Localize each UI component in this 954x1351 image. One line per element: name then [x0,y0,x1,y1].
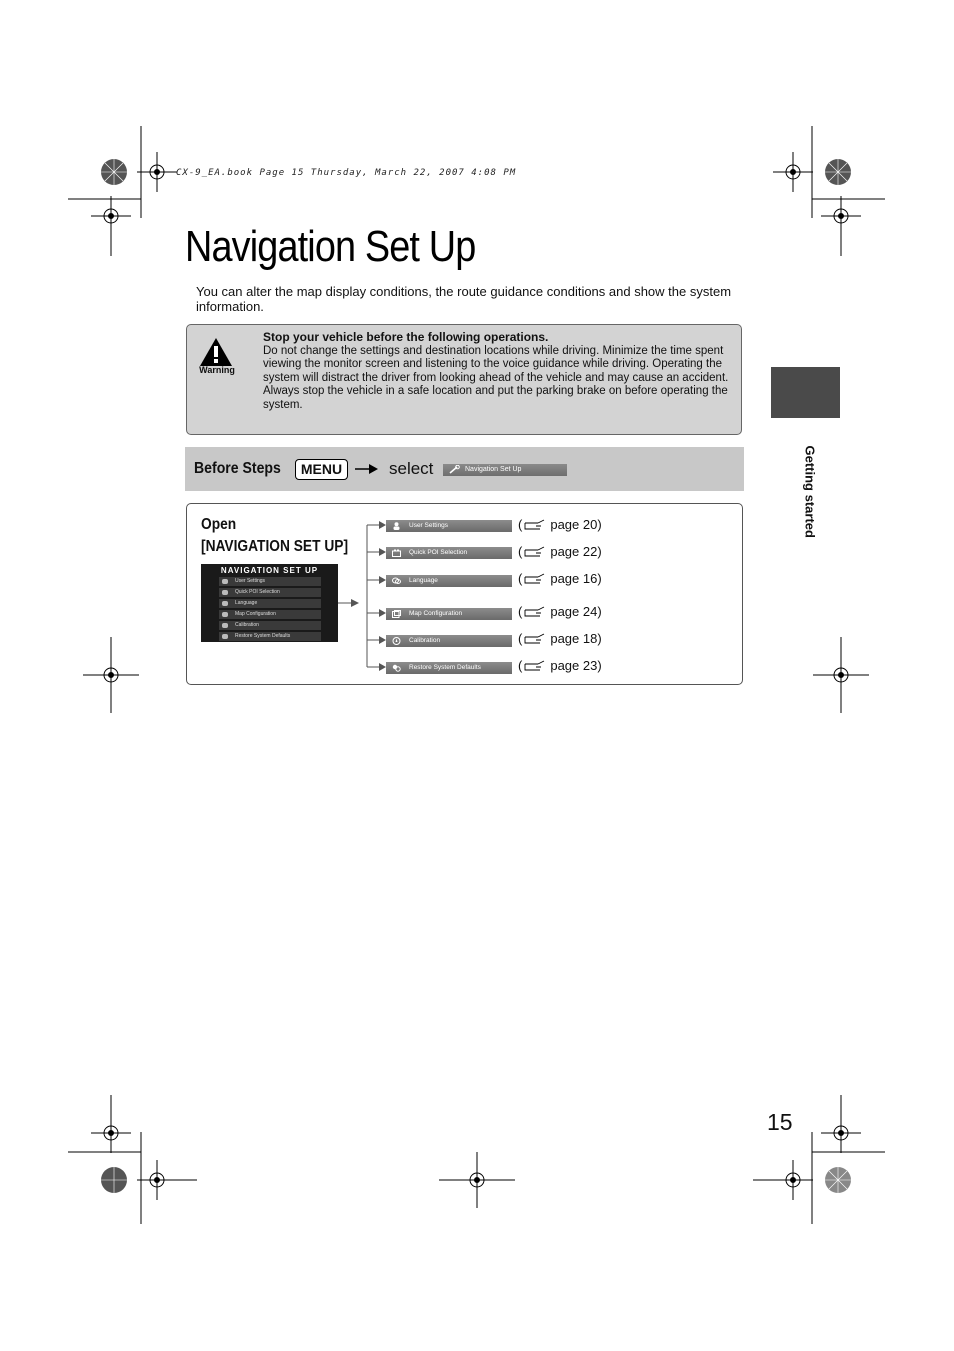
warning-text [263,331,733,413]
restore-system-defaults-button[interactable] [386,662,512,674]
page-reference[interactable]: ( page 22) [518,544,602,559]
page-number: 15 [767,1109,793,1135]
poi-icon [392,549,401,557]
option-label: Restore System Defaults [409,664,481,671]
option-label: Calibration [409,637,441,644]
page-reference[interactable]: ( page 16) [518,571,602,586]
calibration-button[interactable] [386,635,512,647]
page-reference[interactable]: ( page 18) [518,631,602,646]
open-label-line2: [NAVIGATION SET UP] [201,538,349,555]
page-title: Navigation Set Up [185,222,476,271]
pointing-hand-icon [524,573,548,585]
option-label: User Settings [409,522,449,529]
arrow-right-icon [355,463,379,475]
language-button[interactable] [386,575,512,587]
pointing-hand-icon [524,519,548,531]
page-reference[interactable]: ( page 23) [518,658,602,673]
wrench-icon [448,465,460,475]
restore-icon [392,664,401,672]
before-steps-label: Before Steps [194,460,281,477]
thumbnail-item: User Settings [219,577,321,586]
quick-poi-selection-button[interactable] [386,547,512,559]
thumbnail-item: Calibration [219,621,321,630]
intro-text: You can alter the map display conditions, the route guidance conditions and show the system information. [196,284,732,314]
pointing-hand-icon [524,606,548,618]
thumbnail-item: Map Configuration [219,610,321,619]
pointing-hand-icon [524,660,548,672]
thumbnail-item: Restore System Defaults [219,632,321,641]
user-settings-button[interactable] [386,520,512,532]
navigation-set-up-button[interactable] [443,464,567,476]
option-label: Language [409,577,438,584]
person-icon [392,522,401,530]
open-label-line1: Open [201,516,237,533]
warning-icon [199,337,233,367]
map-icon [392,610,401,618]
warning-label: Warning [199,365,235,375]
option-label: Map Configuration [409,610,463,617]
print-header: CX-9_EA.book Page 15 Thursday, March 22, 2007 4:08 PM [176,168,517,178]
map-configuration-button[interactable] [386,608,512,620]
before-steps-bar [185,447,744,491]
select-word: select [389,459,434,478]
option-label: Quick POI Selection [409,549,468,556]
section-tab-label: Getting started [802,445,818,538]
pointing-hand-icon [524,546,548,558]
warning-body-2: Always stop the vehicle in a safe location and put the parking brake on before operating the system. [263,385,728,411]
thumbnail-item: Language [219,599,321,608]
speech-icon [392,577,401,585]
page-reference[interactable]: ( page 24) [518,604,602,619]
navigation-set-up-label: Navigation Set Up [465,466,522,473]
thumbnail-title: NAVIGATION SET UP [220,566,319,575]
section-tab-marker [771,367,840,418]
open-panel [186,503,743,685]
warning-box [186,324,742,435]
pointing-hand-icon [524,633,548,645]
compass-icon [392,637,401,645]
menu-button[interactable]: MENU [295,459,348,480]
page-reference[interactable]: ( page 20) [518,517,602,532]
warning-heading: Stop your vehicle before the following operations. [263,330,549,344]
warning-body: Do not change the settings and destination locations while driving. Minimize the time spent viewing the monitor screen and listening to the voice guidance while driving. Operating the system will distract the driver from looking ahead of the vehicle and may cause an accident. [263,344,729,384]
thumbnail-item: Quick POI Selection [219,588,321,597]
